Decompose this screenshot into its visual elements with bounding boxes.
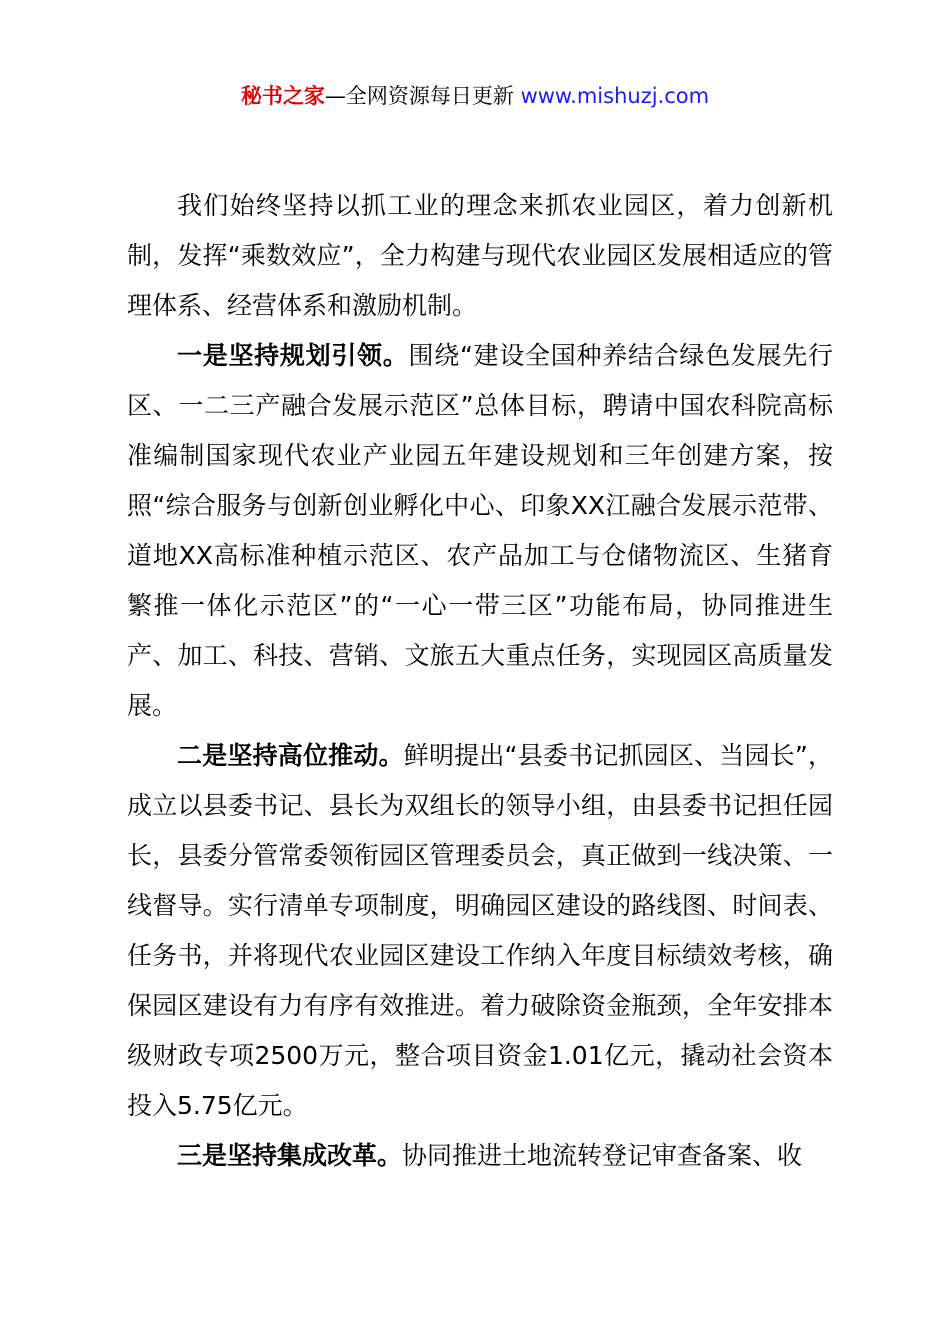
site-header [0,80,950,112]
paragraph-promotion [127,731,833,1131]
header-tagline: —全网资源每日更新 [324,84,514,108]
site-url-link[interactable]: www.mishuzj.com [520,84,710,108]
paragraph-intro [127,181,833,331]
paragraph-text: 围绕“建设全国种养结合绿色发展先行区、一二三产融合发展示范区”总体目标，聘请中国农科院高标准编制国家现代农业产业园五年建设规划和三年创建方案，按照“综合服务与创新创业孵化中心、印象XX江融合发展示范带、道地XX高标准种植示范区、农产品加工与仓储物流区、生猪育繁推一体化示范区”的“一心一带三区”功能布局，协同推进生产、加工、科技、营销、文旅五大重点任务，实现园区高质量发展。 [127,341,833,720]
paragraph-text: 协同推进土地流转登记审查备案、收 [402,1141,803,1170]
paragraph-planning [127,331,833,731]
paragraph-reform [127,1131,833,1181]
paragraph-text: 鲜明提出“县委书记抓园区、当园长”，成立以县委书记、县长为双组长的领导小组，由县委书记担任园长，县委分管常委领衔园区管理委员会，真正做到一线决策、一线督导。实行清单专项制度，明确园区建设的路线图、时间表、任务书，并将现代农业园区建设工作纳入年度目标绩效考核，确保园区建设有力有序有效推进。着力破除资金瓶颈，全年安排本级财政专项2500万元，整合项目资金1.01亿元，撬动社会资本投入5.75亿元。 [127,741,833,1120]
paragraph-lead: 二是坚持高位推动。 [177,741,404,770]
brand-name: 秘书之家 [240,84,325,108]
document-body [127,181,833,1181]
paragraph-lead: 一是坚持规划引领。 [177,341,409,370]
paragraph-text: 我们始终坚持以抓工业的理念来抓农业园区，着力创新机制，发挥“乘数效应”，全力构建与现代农业园区发展相适应的管理体系、经营体系和激励机制。 [127,191,833,320]
paragraph-lead: 三是坚持集成改革。 [177,1141,403,1170]
